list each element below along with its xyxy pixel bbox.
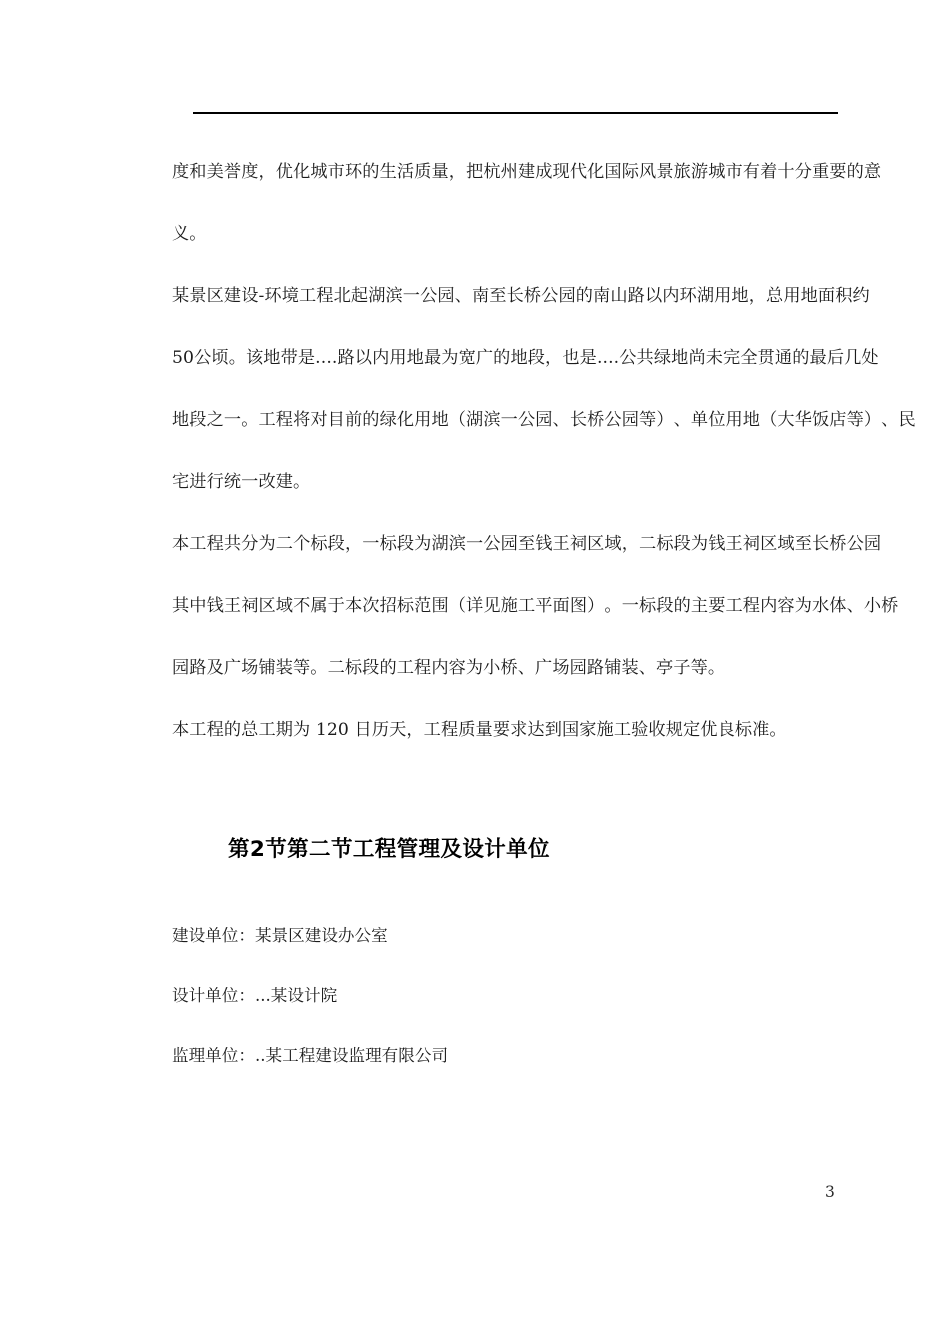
body-line: 5 0 公 顷 。 该 地 带 是 . . . . 路 以 内 用 地 最 为 宽 广 的 地 段 ， 也 是 . . . . 公 共 绿 地 尚 未 完 全 贯 通 的 最 后 几 处 xyxy=(172,348,879,368)
body-line: 园路及广场铺装等。二标段的工程内容为小桥、广场园路铺装、亭子等。 xyxy=(172,658,726,678)
body-line: 宅进行统一改建。 xyxy=(172,472,311,492)
body-line: 本工程的总工期为 120 日历天，工程质量要求达到国家施工验收规定优良标准。 xyxy=(172,720,787,740)
unit-line xyxy=(172,966,772,1026)
document-body xyxy=(172,141,916,761)
unit-label: 建设单位： xyxy=(172,926,255,945)
body-line: 度 和 美 誉 度 ， 优 化 城 市 环 的 生 活 质 量 ， 把 杭 州 建 成 现 代 化 国 际 风 景 旅 游 城 市 有 着 十 分 重 要 的 意 xyxy=(172,162,882,182)
unit-label: 设计单位： xyxy=(172,986,255,1005)
unit-line xyxy=(172,1026,772,1086)
unit-value: 某景区建设办公室 xyxy=(254,926,388,945)
unit-list xyxy=(172,906,772,1086)
unit-label: 监理单位： xyxy=(172,1046,255,1065)
section-heading: 第2节第二节工程管理及设计单位 xyxy=(228,837,550,862)
body-line: 义。 xyxy=(172,224,207,244)
page-number: 3 xyxy=(825,1183,835,1201)
header-separator-rule xyxy=(193,112,838,114)
body-line: 本 工 程 共 分 为 二 个 标 段 ， 一 标 段 为 湖 滨 一 公 园 至 钱 王 祠 区 域 ， 二 标 段 为 钱 王 祠 区 域 至 长 桥 公 园 xyxy=(172,534,882,554)
unit-value: ...某设计院 xyxy=(254,986,338,1005)
body-line: 其 中 钱 王 祠 区 域 不 属 于 本 次 招 标 范 围 （ 详 见 施 工 平 面 图 ） 。 一 标 段 的 主 要 工 程 内 容 为 水 体 、 小 桥 xyxy=(172,596,899,616)
unit-line xyxy=(172,906,772,966)
body-line: 某 景 区 建 设 - 环 境 工 程 北 起 湖 滨 一 公 园 、 南 至 长 桥 公 园 的 南 山 路 以 内 环 湖 用 地 ， 总 用 地 面 积 约 xyxy=(172,286,870,306)
body-line: 地 段 之 一 。 工 程 将 对 目 前 的 绿 化 用 地 （ 湖 滨 一 公 园 、 长 桥 公 园 等 ） 、 单 位 用 地 （ 大 华 饭 店 等 ） 、 民 xyxy=(172,410,916,430)
unit-value: ..某工程建设监理有限公司 xyxy=(254,1046,449,1065)
